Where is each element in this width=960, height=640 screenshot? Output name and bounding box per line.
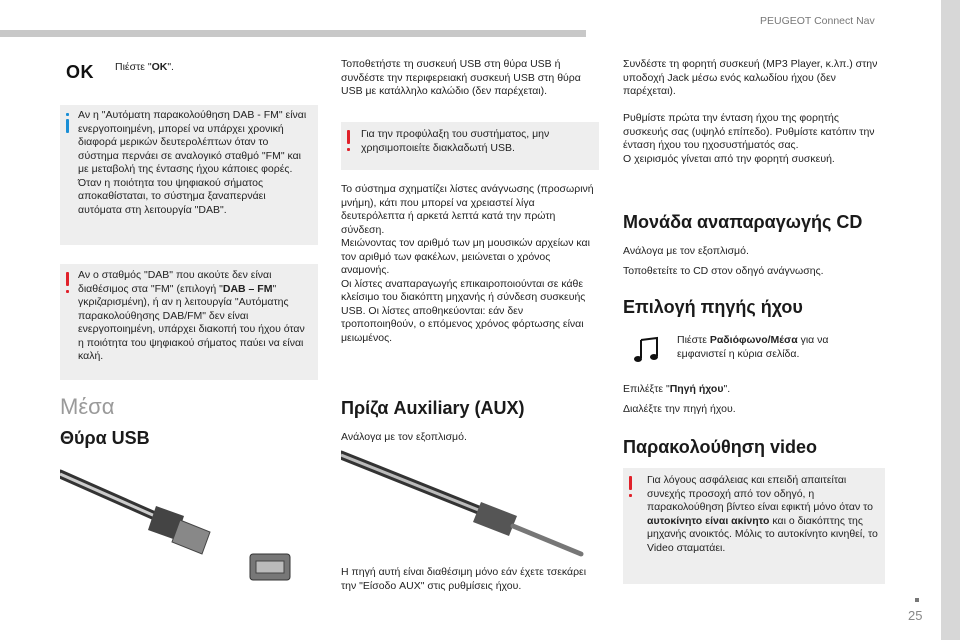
source-title: Επιλογή πηγής ήχου (623, 297, 803, 317)
ok-instruction: Πιέστε "OK". (115, 61, 174, 73)
info-icon (66, 119, 69, 133)
cd-title: Μονάδα αναπαραγωγής CD (623, 212, 863, 232)
usb-warning-text: Για την προφύλαξη του συστήματος, μην χρησιμοποιείτε διακλαδωτή USB. (361, 128, 550, 154)
info-note-box (60, 105, 318, 245)
warning-icon-dot (347, 148, 350, 151)
page-marker (915, 598, 919, 602)
header-rule (0, 30, 586, 37)
info-icon-dot (66, 113, 69, 116)
playlist-info: Το σύστημα σχηματίζει λίστες ανάγνωσης (προσωρινή μνήμη), κάτι που μπορεί να χρειαστεί λίγα δευτερόλεπτα ή αρκετά λεπτά κατά την πρώτη σύνδεση. Μειώνοντας τον αριθμό των μη μουσικών αρχείων και τον αριθμό των φακέλων, μειώνεται ο χρόνος αναμονής. Οι λίστες αναπαραγωγής επικαιροποιούνται σε κάθε κλείσιμο του διακόπτη μηχανής ή σύνδεση συσκευής USB. Οι λίστες αποθηκεύονται: εάν δεν τροποποιηθούν, ο επόμενος χρόνος φόρτωσης είναι μειωμένος. (341, 183, 594, 344)
video-warning-text: Για λόγους ασφάλειας και επειδή απαιτείται συνεχής προσοχή από τον οδηγό, η παρακολούθηση βίντεο είναι εφικτή μόνο όταν το αυτοκίνητο είναι ακίνητο και ο διακόπτης της μηχανής ανοικτός. Μόλις το αυτοκίνητο κινηθεί, το Video σταματάει. (647, 474, 878, 554)
music-note-icon (633, 336, 661, 364)
aux-jack-illustration (341, 450, 601, 560)
aux-intro: Ανάλογα με τον εξοπλισμό. (341, 431, 467, 443)
brand-label: PEUGEOT Connect Nav (760, 15, 875, 27)
cd-insert: Τοποθετείτε το CD στον οδηγό ανάγνωσης. (623, 265, 824, 277)
choose-source: Διαλέξτε την πηγή ήχου. (623, 403, 736, 415)
video-warning-box (623, 468, 885, 584)
usb-cable-illustration (60, 462, 300, 602)
side-margin-bar (941, 0, 960, 640)
warning-note-box (60, 264, 318, 380)
warning-icon-dot (66, 290, 69, 293)
cd-availability: Ανάλογα με τον εξοπλισμό. (623, 245, 749, 257)
warning-icon (347, 130, 350, 144)
info-note-text: Αν η "Αυτόματη παρακολούθηση DAB - FM" είναι ενεργοποιημένη, μπορεί να υπάρχει χρονική διαφορά μερικών δευτερολέπτων όταν το σύστημα περνάει σε αναλογικό σταθμό "FM" και με μεταβολή της έντασης ήχου κάποιες φορές. Όταν η ποιότητα του ψηφιακού σήματος αποκαθίσταται, το σύστημα ξαναπερνάει αυτόματα στη λειτουργία "DAB". (78, 109, 307, 216)
page-number: 25 (908, 608, 923, 623)
usb-instructions: Τοποθετήστε τη συσκευή USB στη θύρα USB ή συνδέστε την περιφερειακή συσκευή USB στη θύρα USB με κατάλληλο καλώδιο (δεν παρέχεται). (341, 58, 581, 97)
source-press-instruction: Πιέστε Ραδιόφωνο/Μέσα για να εμφανιστεί η κύρια σελίδα. (677, 334, 829, 360)
warning-icon (66, 272, 69, 286)
aux-title: Πρίζα Auxiliary (AUX) (341, 398, 525, 418)
warning-note-text: Αν ο σταθμός "DAB" που ακούτε δεν είναι διαθέσιμος στα "FM" (επιλογή "DAB – FM" γκριζαρισμένη), ή αν η λειτουργία "Αυτόματης παρακολούθησης DAB/FM" δεν είναι ενεργοποιημένη, υπάρχει διακοπή του ήχου όταν η ποιότητα του ψηφιακού σήματος παύει να είναι καλή. (78, 269, 305, 362)
warning-icon-dot (629, 494, 632, 497)
usb-warning-box (341, 122, 599, 170)
select-source: Επιλέξτε "Πηγή ήχου". (623, 383, 731, 395)
aux-availability: Η πηγή αυτή είναι διαθέσιμη μόνο εάν έχετε τσεκάρει την "Είσοδο AUX" στις ρυθμίσεις ήχου. (341, 566, 587, 592)
section-title-media: Μέσα (60, 394, 115, 419)
usb-title: Θύρα USB (60, 428, 150, 448)
portable-volume: Ρυθμίστε πρώτα την ένταση ήχου της φορητής συσκευής σας (υψηλό επίπεδο). Ρυθμίστε κατόπιν την ένταση ήχου του ηχοσυστήματός σας. Ο χειρισμός γίνεται από την φορητή συσκευή. (623, 112, 875, 165)
portable-connect: Συνδέστε τη φορητή συσκευή (MP3 Player, κ.λπ.) στην υποδοχή Jack μέσω ενός καλωδίου ήχου (δεν παρέχεται). (623, 58, 878, 97)
warning-icon (629, 476, 632, 490)
video-title: Παρακολούθηση video (623, 437, 818, 457)
ok-icon: OK (66, 62, 94, 82)
